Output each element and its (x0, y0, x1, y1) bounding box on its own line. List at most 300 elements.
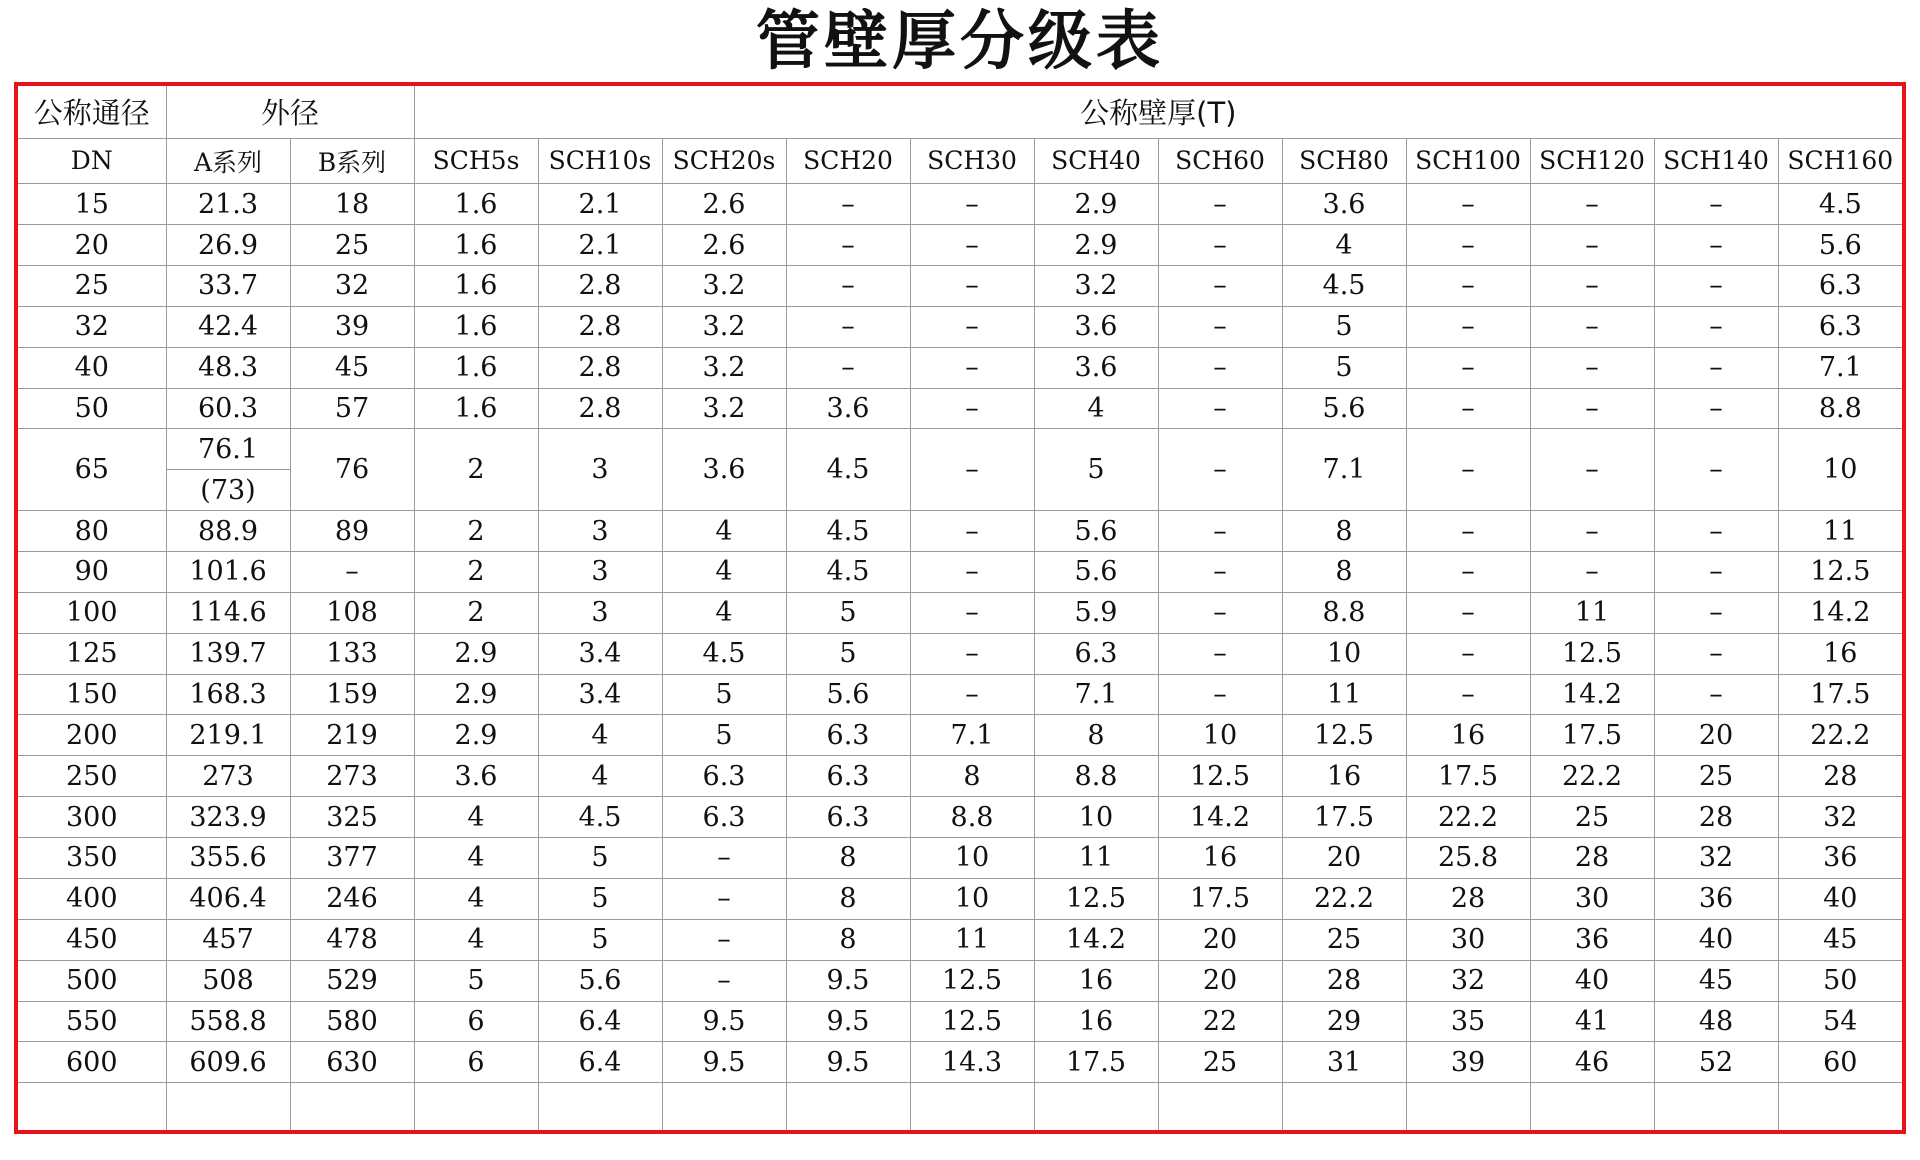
cell-series-a: 406.4 (166, 878, 290, 919)
cell-wall-thickness: 22 (1158, 1001, 1282, 1042)
cell-wall-thickness: – (1530, 225, 1654, 266)
cell-wall-thickness: 4.5 (1778, 184, 1902, 225)
cell-wall-thickness: 5.6 (538, 960, 662, 1001)
cell-wall-thickness: – (1158, 388, 1282, 429)
cell-wall-thickness: 6 (414, 1001, 538, 1042)
cell-wall-thickness: – (1530, 429, 1654, 511)
cell-wall-thickness: – (1654, 633, 1778, 674)
cell-wall-thickness: 2.6 (662, 184, 786, 225)
cell-wall-thickness: 6.4 (538, 1042, 662, 1083)
header-schedule: SCH10s (538, 138, 662, 184)
cell-wall-thickness: 4 (414, 797, 538, 838)
cell-series-b: 32 (290, 266, 414, 307)
cell-wall-thickness: 22.2 (1406, 797, 1530, 838)
cell-wall-thickness: 17.5 (1282, 797, 1406, 838)
cell-wall-thickness: 4.5 (786, 429, 910, 511)
cell-wall-thickness: 6.3 (1778, 266, 1902, 307)
cell-wall-thickness: – (1654, 592, 1778, 633)
cell-wall-thickness: 14.2 (1034, 919, 1158, 960)
header-schedule: SCH140 (1654, 138, 1778, 184)
empty-cell (1034, 1083, 1158, 1130)
cell-dn: 80 (18, 511, 166, 552)
cell-dn: 15 (18, 184, 166, 225)
cell-wall-thickness: 5.9 (1034, 592, 1158, 633)
cell-wall-thickness: – (1654, 511, 1778, 552)
cell-wall-thickness: 28 (1654, 797, 1778, 838)
cell-series-a: 457 (166, 919, 290, 960)
cell-wall-thickness: 20 (1282, 838, 1406, 879)
cell-wall-thickness: 17.5 (1406, 756, 1530, 797)
cell-wall-thickness: – (910, 429, 1034, 511)
cell-wall-thickness: 25 (1158, 1042, 1282, 1083)
cell-wall-thickness: 5 (1034, 429, 1158, 511)
cell-wall-thickness: 4 (1282, 225, 1406, 266)
cell-wall-thickness: 4 (414, 838, 538, 879)
cell-wall-thickness: 4 (1034, 388, 1158, 429)
header-series-a: A系列 (166, 138, 290, 184)
cell-wall-thickness: 17.5 (1530, 715, 1654, 756)
cell-series-a: 273 (166, 756, 290, 797)
cell-dn: 500 (18, 960, 166, 1001)
cell-wall-thickness: 6.3 (786, 797, 910, 838)
empty-cell (18, 1083, 166, 1130)
cell-series-b: 325 (290, 797, 414, 838)
cell-wall-thickness: 14.3 (910, 1042, 1034, 1083)
cell-dn: 40 (18, 347, 166, 388)
cell-series-a: 76.1 (166, 429, 290, 470)
cell-wall-thickness: – (1530, 184, 1654, 225)
cell-wall-thickness: – (1530, 347, 1654, 388)
table-row (18, 1001, 1902, 1042)
cell-series-b: 630 (290, 1042, 414, 1083)
cell-wall-thickness: 2.9 (414, 674, 538, 715)
cell-series-b: 45 (290, 347, 414, 388)
cell-series-a: 101.6 (166, 552, 290, 593)
cell-wall-thickness: 8 (910, 756, 1034, 797)
cell-wall-thickness: 25 (1530, 797, 1654, 838)
cell-wall-thickness: 32 (1778, 797, 1902, 838)
cell-wall-thickness: – (662, 960, 786, 1001)
cell-wall-thickness: 4.5 (786, 511, 910, 552)
cell-series-a: 48.3 (166, 347, 290, 388)
cell-wall-thickness: – (1406, 388, 1530, 429)
empty-cell (1654, 1083, 1778, 1130)
table-row (18, 306, 1902, 347)
cell-wall-thickness: – (1406, 511, 1530, 552)
header-schedule: SCH20s (662, 138, 786, 184)
cell-wall-thickness: 5 (786, 592, 910, 633)
cell-wall-thickness: 3.2 (1034, 266, 1158, 307)
header-row-1 (18, 86, 1902, 138)
cell-wall-thickness: 4.5 (662, 633, 786, 674)
cell-wall-thickness: 28 (1530, 838, 1654, 879)
cell-series-a-alt: (73) (166, 470, 290, 511)
table-row (18, 552, 1902, 593)
cell-wall-thickness: – (786, 266, 910, 307)
cell-wall-thickness: 2 (414, 511, 538, 552)
cell-wall-thickness: 14.2 (1158, 797, 1282, 838)
cell-wall-thickness: 36 (1530, 919, 1654, 960)
cell-wall-thickness: 7.1 (1282, 429, 1406, 511)
cell-wall-thickness: – (1406, 225, 1530, 266)
table-row (18, 388, 1902, 429)
table-row (18, 184, 1902, 225)
cell-wall-thickness: 3.4 (538, 633, 662, 674)
cell-wall-thickness: 25.8 (1406, 838, 1530, 879)
cell-wall-thickness: 6.3 (662, 797, 786, 838)
empty-cell (1530, 1083, 1654, 1130)
cell-wall-thickness: 2.9 (414, 633, 538, 674)
cell-wall-thickness: – (1406, 429, 1530, 511)
empty-cell (1778, 1083, 1902, 1130)
cell-wall-thickness: 4 (538, 715, 662, 756)
cell-wall-thickness: 3.6 (662, 429, 786, 511)
cell-wall-thickness: – (1406, 592, 1530, 633)
cell-series-b: 57 (290, 388, 414, 429)
cell-wall-thickness: 60 (1778, 1042, 1902, 1083)
cell-series-a: 558.8 (166, 1001, 290, 1042)
cell-wall-thickness: – (910, 552, 1034, 593)
table-row (18, 797, 1902, 838)
header-schedule: SCH160 (1778, 138, 1902, 184)
cell-wall-thickness: – (1406, 266, 1530, 307)
cell-series-b: 76 (290, 429, 414, 511)
cell-wall-thickness: 2.8 (538, 306, 662, 347)
cell-wall-thickness: 4 (414, 878, 538, 919)
page-title: 管壁厚分级表 (756, 4, 1164, 79)
cell-wall-thickness: 2.9 (1034, 184, 1158, 225)
header-nominal-wall-thickness: 公称壁厚(T) (414, 86, 1902, 138)
empty-cell (1282, 1083, 1406, 1130)
table-row (18, 429, 1902, 470)
cell-series-a: 114.6 (166, 592, 290, 633)
cell-wall-thickness: – (1158, 225, 1282, 266)
cell-series-a: 219.1 (166, 715, 290, 756)
cell-wall-thickness: 17.5 (1158, 878, 1282, 919)
cell-wall-thickness: 28 (1406, 878, 1530, 919)
cell-wall-thickness: 10 (910, 838, 1034, 879)
cell-dn: 90 (18, 552, 166, 593)
cell-wall-thickness: 3.4 (538, 674, 662, 715)
cell-wall-thickness: 50 (1778, 960, 1902, 1001)
cell-wall-thickness: 35 (1406, 1001, 1530, 1042)
empty-row (18, 1083, 1902, 1130)
cell-series-b: 377 (290, 838, 414, 879)
table-row (18, 347, 1902, 388)
cell-wall-thickness: 5 (414, 960, 538, 1001)
cell-wall-thickness: – (1530, 552, 1654, 593)
cell-series-b: 219 (290, 715, 414, 756)
cell-series-b: 39 (290, 306, 414, 347)
cell-wall-thickness: – (786, 184, 910, 225)
cell-wall-thickness: 8 (1282, 552, 1406, 593)
cell-wall-thickness: – (1654, 225, 1778, 266)
cell-wall-thickness: 25 (1282, 919, 1406, 960)
cell-wall-thickness: 36 (1778, 838, 1902, 879)
cell-wall-thickness: – (910, 266, 1034, 307)
cell-wall-thickness: 20 (1654, 715, 1778, 756)
table-row (18, 878, 1902, 919)
table-row (18, 633, 1902, 674)
cell-wall-thickness: 36 (1654, 878, 1778, 919)
cell-wall-thickness: – (662, 919, 786, 960)
cell-wall-thickness: – (910, 674, 1034, 715)
cell-series-b: 159 (290, 674, 414, 715)
cell-wall-thickness: – (1654, 552, 1778, 593)
cell-series-a: 21.3 (166, 184, 290, 225)
cell-series-b: 529 (290, 960, 414, 1001)
cell-wall-thickness: – (910, 388, 1034, 429)
table-row (18, 266, 1902, 307)
cell-dn: 400 (18, 878, 166, 919)
cell-wall-thickness: – (1530, 511, 1654, 552)
cell-wall-thickness: 3 (538, 429, 662, 511)
cell-series-b: 89 (290, 511, 414, 552)
cell-series-a: 42.4 (166, 306, 290, 347)
cell-series-b: 273 (290, 756, 414, 797)
cell-wall-thickness: 4 (662, 592, 786, 633)
cell-wall-thickness: 11 (910, 919, 1034, 960)
cell-dn: 20 (18, 225, 166, 266)
cell-wall-thickness: – (910, 184, 1034, 225)
cell-wall-thickness: 6.3 (1034, 633, 1158, 674)
header-outer-diameter: 外径 (166, 86, 414, 138)
cell-dn: 125 (18, 633, 166, 674)
cell-dn: 150 (18, 674, 166, 715)
cell-series-b: 18 (290, 184, 414, 225)
cell-wall-thickness: 48 (1654, 1001, 1778, 1042)
cell-wall-thickness: 3.6 (1034, 347, 1158, 388)
cell-wall-thickness: 5 (786, 633, 910, 674)
cell-wall-thickness: – (1158, 633, 1282, 674)
cell-wall-thickness: 7.1 (910, 715, 1034, 756)
cell-wall-thickness: 6.3 (1778, 306, 1902, 347)
cell-wall-thickness: 6.3 (786, 715, 910, 756)
cell-wall-thickness: 2.8 (538, 266, 662, 307)
cell-wall-thickness: 54 (1778, 1001, 1902, 1042)
header-schedule: SCH5s (414, 138, 538, 184)
cell-wall-thickness: 7.1 (1778, 347, 1902, 388)
cell-wall-thickness: – (1406, 184, 1530, 225)
cell-dn: 25 (18, 266, 166, 307)
cell-wall-thickness: 52 (1654, 1042, 1778, 1083)
cell-wall-thickness: 8.8 (1034, 756, 1158, 797)
cell-wall-thickness: 30 (1530, 878, 1654, 919)
cell-wall-thickness: 5.6 (786, 674, 910, 715)
cell-wall-thickness: 9.5 (786, 1001, 910, 1042)
cell-wall-thickness: 3.6 (1034, 306, 1158, 347)
table-row (18, 511, 1902, 552)
cell-wall-thickness: – (910, 306, 1034, 347)
cell-wall-thickness: 6.3 (662, 756, 786, 797)
table-row (18, 715, 1902, 756)
cell-wall-thickness: 28 (1282, 960, 1406, 1001)
cell-wall-thickness: 8.8 (910, 797, 1034, 838)
header-series-b: B系列 (290, 138, 414, 184)
cell-wall-thickness: 2 (414, 429, 538, 511)
cell-wall-thickness: – (662, 878, 786, 919)
cell-wall-thickness: 14.2 (1530, 674, 1654, 715)
cell-series-a: 508 (166, 960, 290, 1001)
cell-wall-thickness: 5 (538, 919, 662, 960)
cell-wall-thickness: 29 (1282, 1001, 1406, 1042)
header-schedule: SCH40 (1034, 138, 1158, 184)
cell-wall-thickness: 20 (1158, 960, 1282, 1001)
cell-wall-thickness: 22.2 (1530, 756, 1654, 797)
cell-wall-thickness: 9.5 (662, 1001, 786, 1042)
cell-wall-thickness: 1.6 (414, 184, 538, 225)
cell-series-b: 478 (290, 919, 414, 960)
cell-wall-thickness: 4.5 (538, 797, 662, 838)
cell-wall-thickness: 12.5 (1282, 715, 1406, 756)
table-row (18, 1042, 1902, 1083)
cell-wall-thickness: 25 (1654, 756, 1778, 797)
wall-thickness-table (18, 86, 1902, 1130)
cell-wall-thickness: 8 (786, 838, 910, 879)
cell-wall-thickness: 30 (1406, 919, 1530, 960)
cell-wall-thickness: – (910, 633, 1034, 674)
cell-wall-thickness: – (1406, 552, 1530, 593)
cell-wall-thickness: – (1654, 306, 1778, 347)
cell-wall-thickness: 4 (662, 511, 786, 552)
cell-wall-thickness: 2.1 (538, 184, 662, 225)
cell-dn: 50 (18, 388, 166, 429)
cell-wall-thickness: – (1530, 306, 1654, 347)
cell-wall-thickness: 10 (1034, 797, 1158, 838)
cell-wall-thickness: – (1158, 674, 1282, 715)
cell-dn: 100 (18, 592, 166, 633)
cell-wall-thickness: – (786, 225, 910, 266)
cell-wall-thickness: 5.6 (1778, 225, 1902, 266)
cell-wall-thickness: 45 (1654, 960, 1778, 1001)
cell-wall-thickness: 8 (786, 878, 910, 919)
cell-wall-thickness: – (910, 511, 1034, 552)
cell-wall-thickness: – (1158, 511, 1282, 552)
empty-cell (290, 1083, 414, 1130)
cell-series-b: 133 (290, 633, 414, 674)
cell-wall-thickness: – (1654, 347, 1778, 388)
cell-wall-thickness: 31 (1282, 1042, 1406, 1083)
cell-wall-thickness: 1.6 (414, 266, 538, 307)
cell-wall-thickness: 45 (1778, 919, 1902, 960)
cell-wall-thickness: 20 (1158, 919, 1282, 960)
cell-wall-thickness: 1.6 (414, 225, 538, 266)
empty-cell (1406, 1083, 1530, 1130)
cell-wall-thickness: – (1406, 674, 1530, 715)
cell-wall-thickness: 12.5 (1158, 756, 1282, 797)
cell-wall-thickness: – (1654, 266, 1778, 307)
cell-wall-thickness: 41 (1530, 1001, 1654, 1042)
cell-wall-thickness: 10 (1158, 715, 1282, 756)
cell-wall-thickness: 10 (1778, 429, 1902, 511)
cell-wall-thickness: 5.6 (1034, 511, 1158, 552)
cell-wall-thickness: 11 (1530, 592, 1654, 633)
header-nominal-diameter: 公称通径 (18, 86, 166, 138)
cell-dn: 250 (18, 756, 166, 797)
cell-wall-thickness: 22.2 (1282, 878, 1406, 919)
cell-wall-thickness: 17.5 (1034, 1042, 1158, 1083)
cell-wall-thickness: – (1654, 674, 1778, 715)
cell-wall-thickness: 8.8 (1778, 388, 1902, 429)
cell-wall-thickness: – (1406, 306, 1530, 347)
cell-wall-thickness: – (786, 306, 910, 347)
cell-wall-thickness: 9.5 (662, 1042, 786, 1083)
cell-wall-thickness: 11 (1282, 674, 1406, 715)
cell-wall-thickness: – (1406, 347, 1530, 388)
table-row (18, 838, 1902, 879)
cell-series-b: 246 (290, 878, 414, 919)
cell-wall-thickness: 7.1 (1034, 674, 1158, 715)
cell-wall-thickness: – (910, 225, 1034, 266)
cell-wall-thickness: 39 (1406, 1042, 1530, 1083)
cell-dn: 200 (18, 715, 166, 756)
cell-dn: 350 (18, 838, 166, 879)
cell-series-a: 609.6 (166, 1042, 290, 1083)
cell-wall-thickness: 2 (414, 552, 538, 593)
cell-wall-thickness: – (1654, 429, 1778, 511)
cell-wall-thickness: 12.5 (1778, 552, 1902, 593)
cell-wall-thickness: 12.5 (1034, 878, 1158, 919)
empty-cell (910, 1083, 1034, 1130)
table-row (18, 960, 1902, 1001)
cell-wall-thickness: 9.5 (786, 1042, 910, 1083)
cell-wall-thickness: 5.6 (1034, 552, 1158, 593)
cell-wall-thickness: 12.5 (910, 960, 1034, 1001)
cell-wall-thickness: 16 (1034, 1001, 1158, 1042)
cell-wall-thickness: 12.5 (910, 1001, 1034, 1042)
cell-wall-thickness: 6.4 (538, 1001, 662, 1042)
cell-wall-thickness: 5 (662, 715, 786, 756)
table-row (18, 756, 1902, 797)
cell-wall-thickness: 3.6 (1282, 184, 1406, 225)
cell-wall-thickness: 46 (1530, 1042, 1654, 1083)
cell-series-b: 25 (290, 225, 414, 266)
header-row-2 (18, 138, 1902, 184)
cell-wall-thickness: 3.6 (786, 388, 910, 429)
cell-wall-thickness: – (1406, 633, 1530, 674)
cell-wall-thickness: 16 (1158, 838, 1282, 879)
empty-cell (414, 1083, 538, 1130)
cell-wall-thickness: – (1158, 184, 1282, 225)
header-schedule: SCH60 (1158, 138, 1282, 184)
table-row (18, 674, 1902, 715)
cell-wall-thickness: – (910, 592, 1034, 633)
cell-wall-thickness: 2.1 (538, 225, 662, 266)
cell-wall-thickness: – (1158, 266, 1282, 307)
cell-series-a: 355.6 (166, 838, 290, 879)
cell-wall-thickness: 16 (1034, 960, 1158, 1001)
cell-wall-thickness: 11 (1034, 838, 1158, 879)
cell-wall-thickness: 3.2 (662, 306, 786, 347)
cell-wall-thickness: – (1158, 552, 1282, 593)
cell-wall-thickness: 5.6 (1282, 388, 1406, 429)
cell-wall-thickness: – (1158, 592, 1282, 633)
cell-series-a: 168.3 (166, 674, 290, 715)
cell-wall-thickness: 32 (1654, 838, 1778, 879)
cell-wall-thickness: 12.5 (1530, 633, 1654, 674)
wall-thickness-table-frame (14, 82, 1906, 1134)
cell-series-a: 88.9 (166, 511, 290, 552)
cell-series-a: 33.7 (166, 266, 290, 307)
empty-cell (166, 1083, 290, 1130)
header-dn: DN (18, 138, 166, 184)
cell-wall-thickness: – (1654, 184, 1778, 225)
cell-wall-thickness: 8 (786, 919, 910, 960)
cell-wall-thickness: 10 (1282, 633, 1406, 674)
cell-wall-thickness: 3.6 (414, 756, 538, 797)
cell-wall-thickness: 16 (1778, 633, 1902, 674)
cell-wall-thickness: 4 (538, 756, 662, 797)
